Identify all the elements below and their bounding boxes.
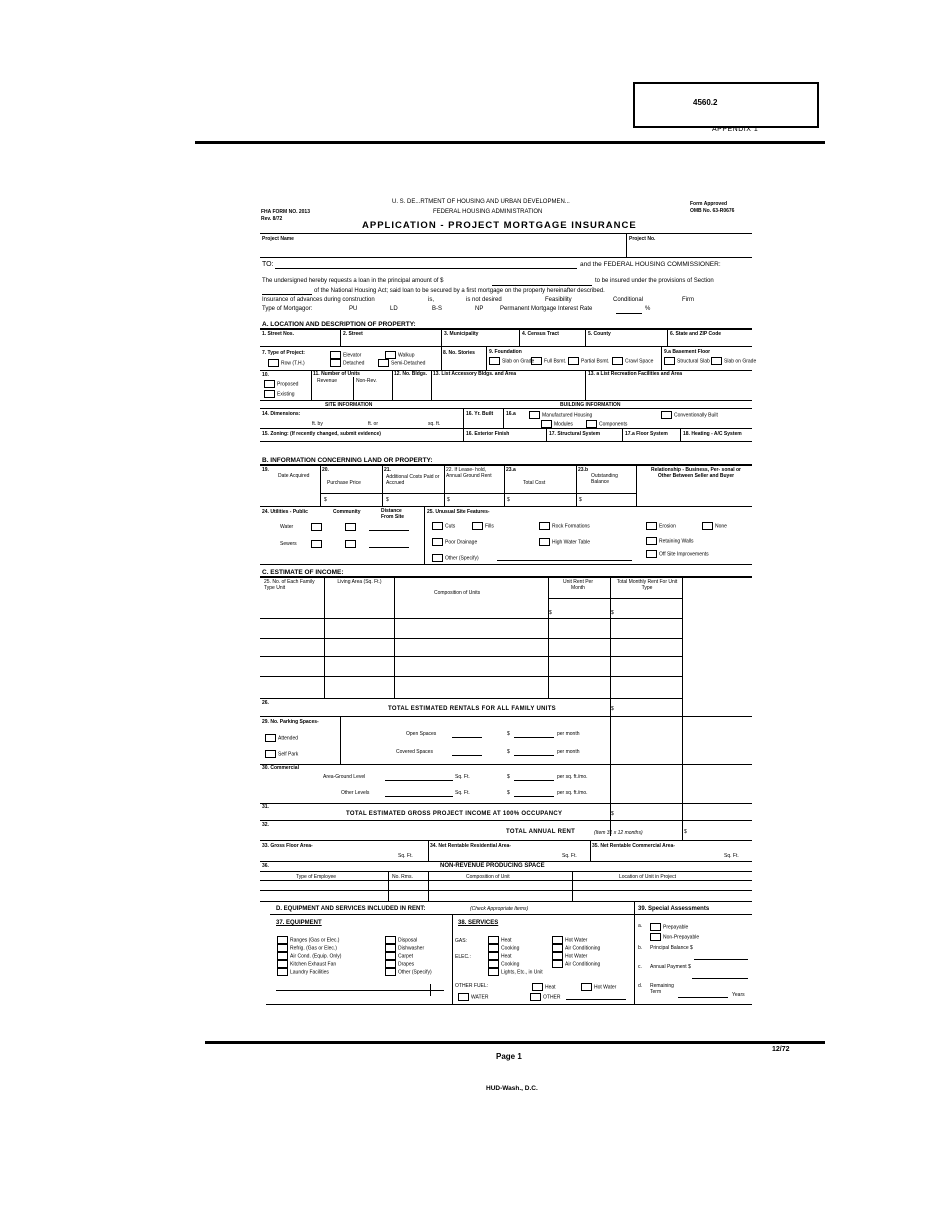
fills-option[interactable]: Fills: [472, 522, 494, 530]
other-service-option[interactable]: OTHER: [530, 993, 561, 1001]
is-option: is,: [428, 297, 434, 303]
carpet-option[interactable]: Carpet: [385, 952, 413, 960]
covered-dollar: $: [507, 749, 510, 755]
census-tract-label: 4. Census Tract: [522, 331, 559, 337]
erosion-option[interactable]: Erosion: [646, 522, 676, 530]
dollar-23b: $: [579, 497, 582, 503]
other-specify-option[interactable]: Other (Specify): [432, 554, 479, 562]
outstanding-balance-label: Outstanding Balance: [591, 473, 618, 485]
is-not-option: is not desired: [466, 297, 502, 303]
omb-number: OMB No. 63-R0676: [690, 208, 735, 214]
stories-label: 8. No. Stories: [443, 350, 475, 356]
poor-drainage-option[interactable]: Poor Drainage: [432, 538, 477, 546]
foundation-label: 9. Foundation: [489, 349, 522, 355]
other-specify-line[interactable]: [497, 560, 632, 561]
total-cost-label: Total Cost: [523, 480, 546, 486]
pct-sign: %: [645, 306, 651, 312]
form-title: APPLICATION - PROJECT MORTGAGE INSURANCE: [362, 220, 637, 231]
col-23a: 23.a: [506, 467, 516, 473]
date-acquired-label: Date Acquired: [278, 473, 310, 479]
bottom-rule: [205, 1041, 825, 1044]
sewers-community-checkbox[interactable]: [345, 540, 356, 548]
remaining-term-label: Remaining Term: [650, 983, 674, 995]
other-dollar: $: [507, 790, 510, 796]
drapes-option[interactable]: Drapes: [385, 960, 414, 968]
special-assessments-label: 39. Special Assessments: [638, 906, 710, 912]
commissioner-text: and the FEDERAL HOUSING COMMISSIONER:: [580, 261, 721, 268]
page-number: Page 1: [496, 1052, 522, 1061]
water-public-checkbox[interactable]: [311, 523, 322, 531]
partial-bsmt-option[interactable]: Partial Bsmt.: [568, 357, 609, 365]
net-residential-label: 34. Net Rentable Residential Area-: [430, 843, 511, 849]
floor-system-label: 17.a Floor System: [625, 431, 668, 437]
annual-rent-note: (Item 31 x 12 months): [594, 830, 643, 836]
revenue-label: Revenue: [317, 378, 338, 384]
elec-label: ELEC.:: [455, 954, 471, 960]
annual-rent-label: TOTAL ANNUAL RENT: [506, 829, 576, 835]
project-type-label: 7. Type of Project:: [262, 350, 305, 356]
proposed-option[interactable]: Proposed: [264, 380, 298, 388]
agency-name: U. S. DE...RTMENT OF HOUSING AND URBAN DEVELOPMEN...: [392, 199, 570, 205]
lights-option[interactable]: Lights, Etc., in Unit: [488, 968, 543, 976]
np-option: NP: [475, 306, 484, 312]
recreation-label: 13. a List Recreation Facilities and Area: [588, 371, 683, 377]
building-info-header: BUILDING INFORMATION: [560, 402, 621, 408]
gross-floor-label: 33. Gross Floor Area-: [262, 843, 313, 849]
no-rooms-label: No. Rms.: [392, 874, 413, 880]
bs-option: B-S: [432, 306, 443, 312]
rock-option[interactable]: Rock Formations: [539, 522, 590, 530]
assessment-c: c.: [638, 964, 642, 970]
existing-option[interactable]: Existing: [264, 390, 295, 398]
parking-label: 29. No. Parking Spaces-: [262, 719, 319, 725]
sewers-public-checkbox[interactable]: [311, 540, 322, 548]
net-residential-sqft: Sq. Ft.: [562, 853, 577, 859]
refrig-option[interactable]: Refrig. (Gas or Elec.): [277, 944, 337, 952]
components-option[interactable]: Components: [586, 420, 627, 428]
to-label: TO:: [262, 261, 274, 268]
water-service-option[interactable]: WATER: [458, 993, 489, 1001]
gross-dollar: $: [611, 811, 614, 817]
request-text-cont: to be insured under the provisions of Section: [595, 278, 714, 284]
structural-slab-option[interactable]: Structural Slab: [664, 357, 710, 365]
utilities-label: 24. Utilities - Public: [262, 509, 308, 515]
elec-hot-water-option[interactable]: Hot Water: [552, 952, 587, 960]
equipment-label: 37. EQUIPMENT: [276, 920, 322, 926]
community-label: Community: [333, 509, 361, 515]
other-sqft: Sq. Ft.: [455, 790, 470, 796]
row-26: 26.: [262, 700, 269, 706]
open-dollar: $: [507, 731, 510, 737]
assessment-b: b.: [638, 945, 643, 951]
location-unit-label: Location of Unit in Project: [619, 874, 676, 880]
row-option[interactable]: Row (T.H.): [268, 359, 305, 367]
fuel-heat-option[interactable]: Heat: [532, 983, 556, 991]
other-equip-option[interactable]: Other (Specify): [385, 968, 432, 976]
county-label: 5. County: [588, 331, 611, 337]
form-number-box: [633, 82, 819, 128]
covered-per-month: per month: [557, 749, 580, 755]
modules-option[interactable]: Modules: [541, 420, 573, 428]
street-nos-label: 1. Street Nos.: [262, 331, 294, 337]
net-commercial-label: 35. Net Rentable Commercial Area-: [592, 843, 675, 849]
site-info-header: SITE INFORMATION: [325, 402, 373, 408]
col-family-type: 25. No. of Each Family Type Unit: [264, 579, 315, 591]
open-spaces-label: Open Spaces: [406, 731, 437, 737]
manufactured-option[interactable]: Manufactured Housing: [529, 411, 592, 419]
attended-option[interactable]: Attended: [265, 734, 298, 742]
project-no-label: Project No.: [629, 236, 656, 242]
assessment-d: d.: [638, 983, 643, 989]
walkup-option[interactable]: Walkup: [385, 351, 415, 359]
prepayable-option[interactable]: Prepayable: [650, 923, 688, 931]
field-10-label: 10.: [262, 372, 269, 378]
gas-heat-option[interactable]: Heat: [488, 936, 512, 944]
other-fuel-label: OTHER FUEL:: [455, 983, 489, 989]
relationship-label: Relationship - Business, Per- sonal or Other Between Seller and Buyer: [650, 467, 742, 479]
kitchen-fan-option[interactable]: Kitchen Exhaust Fan: [277, 960, 336, 968]
section-c-title: C. ESTIMATE OF INCOME:: [262, 569, 344, 576]
water-community-checkbox[interactable]: [345, 523, 356, 531]
slab-grade-option[interactable]: Slab on Grade: [489, 357, 534, 365]
elec-cooking-option[interactable]: Cooking: [488, 960, 519, 968]
pu-option: PU: [349, 306, 358, 312]
row-36: 36.: [262, 863, 269, 869]
section-a-title: A. LOCATION AND DESCRIPTION OF PROPERTY:: [262, 321, 416, 328]
dimensions-label: 14. Dimensions:: [262, 411, 301, 417]
non-revenue-header: NON-REVENUE PRODUCING SPACE: [440, 863, 545, 869]
conditional-option: Conditional: [613, 297, 644, 303]
total-rentals-dollar: $: [611, 706, 614, 712]
street-label: 2. Street: [343, 331, 363, 337]
full-bsmt-option[interactable]: Full Bsmt.: [531, 357, 566, 365]
years-label: Years: [732, 992, 745, 998]
ground-per-sqft: per sq. ft./mo.: [557, 774, 588, 780]
slab-on-grade-option[interactable]: Slab on Grade: [711, 357, 756, 365]
total-rentals-label: TOTAL ESTIMATED RENTALS FOR ALL FAMILY UNITS: [388, 706, 556, 712]
annual-payment-line[interactable]: [692, 978, 748, 979]
remaining-term-line[interactable]: [678, 997, 728, 998]
dollar-22: $: [447, 497, 450, 503]
semi-detached-option[interactable]: Semi-Detached: [378, 359, 425, 367]
col-living-area: Living Area (Sq. Ft.): [337, 579, 382, 585]
section-b-title: B. INFORMATION CONCERNING LAND OR PROPERTY:: [262, 457, 433, 464]
total-dollar: $: [611, 610, 614, 616]
exterior-finish-label: 16. Exterior Finish: [466, 431, 510, 437]
col-21: 21.: [384, 467, 391, 473]
row-32: 32.: [262, 822, 269, 828]
units-label: 11. Number of Units: [313, 371, 360, 377]
buildings-label: 12. No. Bldgs.: [394, 371, 428, 377]
crawl-space-option[interactable]: Crawl Space: [612, 357, 653, 365]
ft-or: ft. or: [368, 421, 379, 427]
retaining-option[interactable]: Retaining Walls: [646, 537, 694, 545]
high-water-option[interactable]: High Water Table: [539, 538, 590, 546]
dishwasher-option[interactable]: Dishwasher: [385, 944, 424, 952]
col-total-monthly: Total Monthly Rent For Unit Type: [616, 579, 678, 591]
field-16a-label: 16.a: [506, 411, 516, 417]
interest-rate-label: Permanent Mortgage Interest Rate: [500, 306, 593, 312]
commercial-label: 30. Commercial: [262, 765, 299, 771]
gross-income-label: TOTAL ESTIMATED GROSS PROJECT INCOME AT 100% OCCUPANCY: [346, 811, 563, 817]
administration-name: FEDERAL HOUSING ADMINISTRATION: [433, 209, 543, 215]
firm-option: Firm: [682, 297, 694, 303]
none-option[interactable]: None: [702, 522, 727, 530]
elec-aircond-option[interactable]: Air Conditioning: [552, 960, 600, 968]
disposal-option[interactable]: Disposal: [385, 936, 417, 944]
col-composition: Composition of Units: [434, 590, 481, 596]
net-commercial-sqft: Sq. Ft.: [724, 853, 739, 859]
section-d-note: (Check Appropriate Items): [470, 906, 529, 912]
sewers-distance-line[interactable]: [369, 547, 409, 548]
top-rule: [195, 141, 825, 144]
annual-payment-label: Annual Payment $: [650, 964, 691, 970]
covered-spaces-label: Covered Spaces: [396, 749, 433, 755]
sq-ft: sq. ft.: [428, 421, 441, 427]
conventional-option[interactable]: Conventionally Built: [661, 411, 718, 419]
section-d-title: D. EQUIPMENT AND SERVICES INCLUDED IN RENT:: [276, 906, 426, 912]
type-employee-label: Type of Employee: [296, 874, 337, 880]
col-19: 19.: [262, 467, 269, 473]
housing-act-text: of the National Housing Act; said loan to be secured by a first mortgage on the property hereinafter described.: [314, 288, 605, 294]
heating-ac-label: 18. Heating - A/C System: [683, 431, 742, 437]
non-prepayable-option[interactable]: Non-Prepayable: [650, 933, 699, 941]
ld-option: LD: [390, 306, 398, 312]
col-20: 20.: [322, 467, 329, 473]
dollar-21: $: [386, 497, 389, 503]
form-approved: Form Approved: [690, 201, 728, 207]
cuts-option[interactable]: Cuts: [432, 522, 455, 530]
form-number: 4560.2: [693, 98, 718, 107]
principal-amount-line[interactable]: [492, 285, 592, 286]
col-23b: 23.b: [578, 467, 589, 473]
detached-option[interactable]: Detached: [330, 359, 364, 367]
ground-rent-label: 22. If Lease- hold, Annual Ground Rent: [446, 467, 492, 479]
year-built-label: 16. Yr. Built: [466, 411, 494, 417]
gas-cooking-option[interactable]: Cooking: [488, 944, 519, 952]
distance-label: Distance From Site: [381, 508, 405, 520]
col-unit-rent: Unit Rent Per Month: [562, 579, 593, 591]
rev-date: Rev. 8/72: [261, 216, 283, 222]
composition-unit-label: Composition of Unit: [466, 874, 510, 880]
ground-dollar: $: [507, 774, 510, 780]
purchase-price-label: Purchase Price: [327, 480, 361, 486]
fha-form-number: FHA FORM NO. 2013: [261, 209, 310, 215]
aircond-equip-option[interactable]: Air Cond. (Equip. Only): [277, 952, 341, 960]
water-distance-line[interactable]: [369, 530, 409, 531]
zoning-label: 15. Zoning: (If recently changed, submit evidence): [262, 431, 381, 437]
elevator-option[interactable]: Elevator: [330, 351, 361, 359]
gas-hot-water-option[interactable]: Hot Water: [552, 936, 587, 944]
rent-dollar: $: [549, 610, 552, 616]
state-zip-label: 6. State and ZIP Code: [670, 331, 722, 337]
other-per-sqft: per sq. ft./mo.: [557, 790, 588, 796]
request-text: The undersigned hereby requests a loan in the principal amount of $: [262, 278, 444, 284]
basement-floor-label: 9.a Basement Floor: [664, 349, 711, 355]
services-label: 38. SERVICES: [458, 920, 499, 926]
off-site-option[interactable]: Off Site Improvements: [646, 550, 726, 558]
gas-aircond-option[interactable]: Air Conditioning: [552, 944, 600, 952]
ranges-option[interactable]: Ranges (Gas or Elec.): [277, 936, 339, 944]
row-31: 31.: [262, 804, 269, 810]
principal-balance-line[interactable]: [694, 959, 748, 960]
unusual-features-label: 25. Unusual Site Features-: [427, 509, 490, 515]
self-park-option[interactable]: Self Park: [265, 750, 298, 758]
water-label: Water: [280, 524, 294, 530]
project-name-label: Project Name: [262, 236, 294, 242]
dollar-20: $: [324, 497, 327, 503]
structural-system-label: 17. Structural System: [549, 431, 601, 437]
municipality-label: 3. Municipality: [444, 331, 479, 337]
assessment-a: a.: [638, 923, 643, 929]
accessory-bldgs-label: 13. List Accessory Bldgs. and Area: [433, 371, 516, 377]
mortgagor-type-label: Type of Mortgagor:: [262, 306, 313, 312]
ft-by: ft. by: [312, 421, 323, 427]
revision-date: 12/72: [772, 1046, 790, 1053]
elec-heat-option[interactable]: Heat: [488, 952, 512, 960]
fuel-hot-water-option[interactable]: Hot Water: [581, 983, 616, 991]
open-per-month: per month: [557, 731, 580, 737]
section-line[interactable]: [262, 294, 312, 295]
dollar-23a: $: [507, 497, 510, 503]
feasibility-option: Feasibility: [545, 297, 572, 303]
other-levels-label: Other Levels: [341, 790, 370, 796]
annual-dollar: $: [684, 829, 687, 835]
ground-sqft: Sq. Ft.: [455, 774, 470, 780]
to-line[interactable]: [275, 268, 577, 269]
insurance-text: Insurance of advances during construction: [262, 297, 375, 303]
area-ground-label: Area-Ground Level: [323, 774, 366, 780]
gas-label: GAS:: [455, 938, 467, 944]
additional-costs-label: Additional Costs Paid or Accrued: [386, 474, 440, 486]
principal-balance-label: Principal Balance $: [650, 945, 693, 951]
non-revenue-label: Non-Rev.: [356, 378, 377, 384]
sewers-label: Sewers: [280, 541, 297, 547]
appendix-label: APPENDIX 1: [712, 126, 759, 133]
hud-imprint: HUD-Wash., D.C.: [486, 1085, 538, 1092]
gross-floor-sqft: Sq. Ft.: [398, 853, 413, 859]
laundry-option[interactable]: Laundry Facilities: [277, 968, 329, 976]
